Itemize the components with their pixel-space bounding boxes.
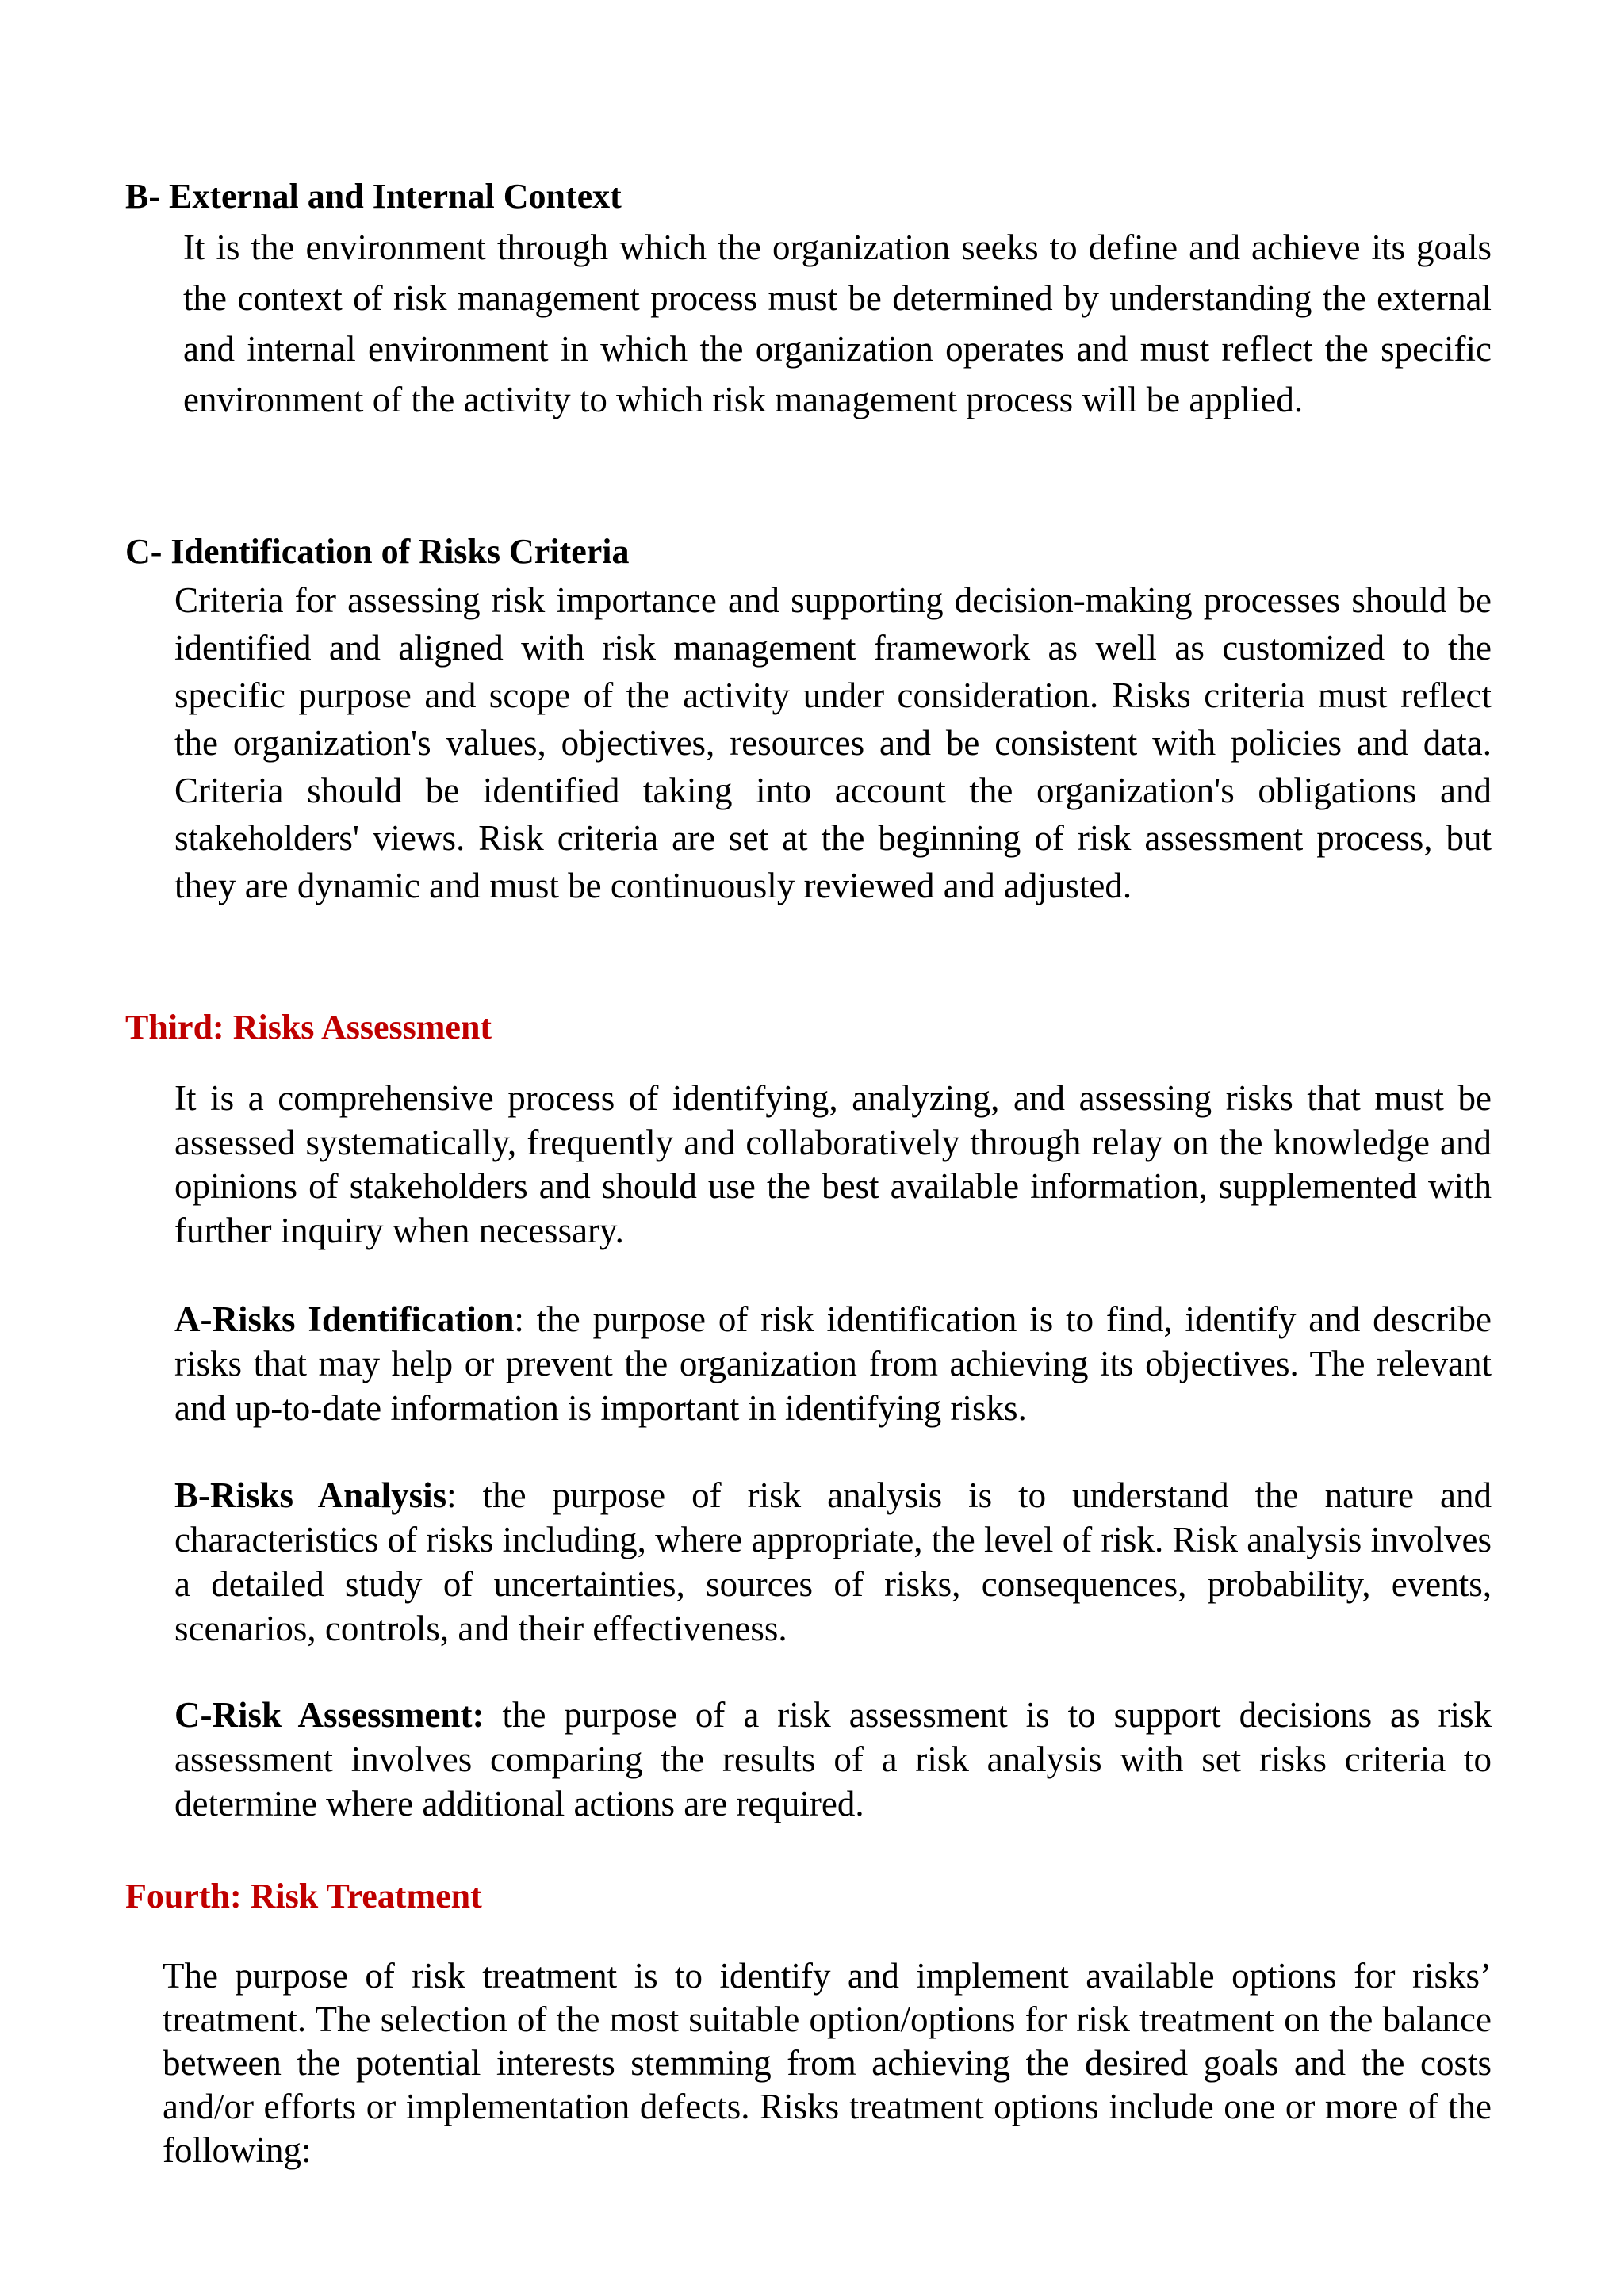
term-risk-assessment: C-Risk Assessment:: [174, 1695, 485, 1735]
text-risks-analysis: : the purpose of risk analysis is to understand the nature and characteristics of risks including, where appropriate, the level of risk. Risk analysis involves a detailed study of uncertainties, sources of risks, consequences, probability, events, scenarios, controls, and their effectiveness.: [174, 1475, 1492, 1648]
heading-fourth-risk-treatment: Fourth: Risk Treatment: [125, 1877, 482, 1915]
text-risks-identification: : the purpose of risk identification is to find, identify and describe risks that may help or prevent the organization from achieving its objectives. The relevant and up-to-date information is important in identifying risks.: [174, 1299, 1492, 1428]
paragraph-risks-assessment-intro: It is a comprehensive process of identifying, analyzing, and assessing risks that must be assessed systematically, frequently and collaboratively through relay on the knowledge and opinions of stakeholders and should use the best available information, supplemented with further inquiry when necessary.: [174, 1078, 1492, 1250]
paragraph-risk-assessment: [174, 1693, 1492, 1826]
term-risks-identification: A-Risks Identification: [174, 1299, 515, 1339]
paragraph-risks-analysis: [174, 1473, 1492, 1651]
term-risks-analysis: B-Risks Analysis: [174, 1475, 447, 1515]
text-risk-assessment: the purpose of a risk assessment is to support decisions as risk assessment involves comparing the results of a risk analysis with set risks criteria to determine where additional actions are required.: [174, 1695, 1492, 1823]
paragraph-external-internal-context: It is the environment through which the organization seeks to define and achieve its goals the context of risk management process must be determined by understanding the external and internal environment in which the organization operates and must reflect the specific environment of the activity to which risk management process will be applied.: [183, 228, 1492, 419]
heading-third-risks-assessment: Third: Risks Assessment: [125, 1008, 492, 1047]
paragraph-identification-risks-criteria: Criteria for assessing risk importance and supporting decision-making processes should be identified and aligned with risk management framework as well as customized to the specific purpose and scope of the activity under consideration. Risks criteria must reflect the organization's values, objectives, resources and be consistent with policies and data. Criteria should be identified taking into account the organization's obligations and stakeholders' views. Risk criteria are set at the beginning of risk assessment process, but they are dynamic and must be continuously reviewed and adjusted.: [174, 580, 1492, 905]
paragraph-risk-treatment: The purpose of risk treatment is to identify and implement available options for risks’ treatment. The selection of the most suitable option/options for risk treatment on the balance between the potential interests stemming from achieving the desired goals and the costs and/or efforts or implementation defects. Risks treatment options include one or more of the following:: [163, 1956, 1492, 2170]
heading-identification-risks-criteria: C- Identification of Risks Criteria: [125, 532, 630, 571]
paragraph-risks-identification: [174, 1297, 1492, 1430]
heading-external-internal-context: B- External and Internal Context: [125, 177, 622, 216]
